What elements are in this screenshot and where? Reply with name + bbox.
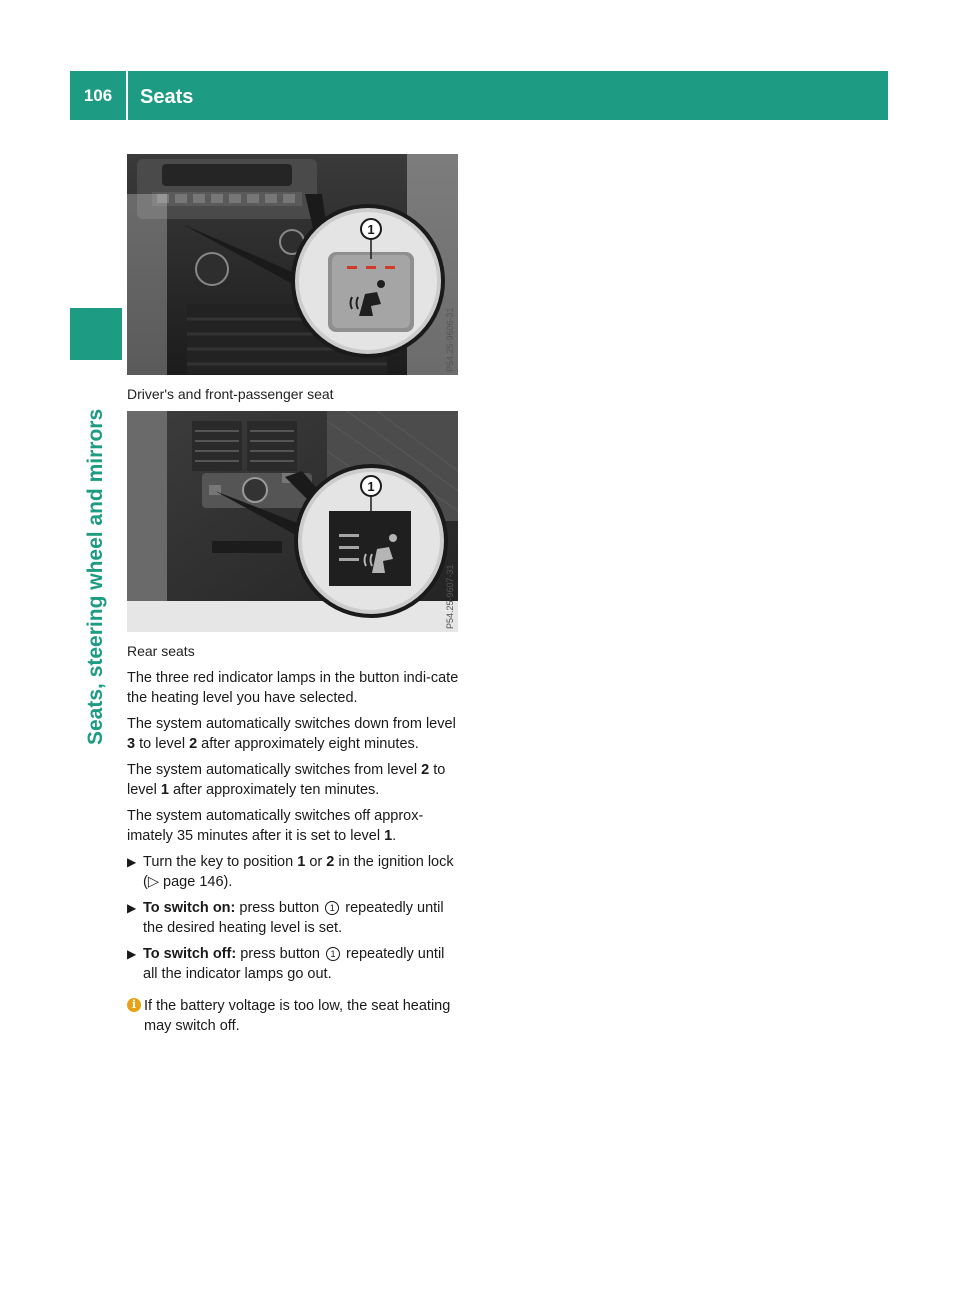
paragraph: The system automatically switches from level 2 to level 1 after approximately ten minutes. xyxy=(127,762,446,798)
header-divider xyxy=(126,71,128,120)
body-text xyxy=(127,668,462,1036)
instruction-step: ▶ To switch off: press button 1 repeatedly until all the indicator lamps go out. xyxy=(127,946,445,982)
callout-1: 1 xyxy=(367,222,375,237)
section-tab xyxy=(70,308,122,360)
figure-caption: Rear seats xyxy=(127,643,195,659)
page-reference-link[interactable]: page 146). xyxy=(159,874,233,890)
callout-1-icon: 1 xyxy=(326,947,340,961)
page-title: Seats xyxy=(140,86,194,108)
page-ref-icon: ▷ xyxy=(147,874,159,890)
callout-1: 1 xyxy=(367,479,375,494)
figure-code: P54.25-9607-31 xyxy=(445,564,455,629)
instruction-step: ▶ To switch on: press button 1 repeatedly until the desired heating level is set. xyxy=(127,900,444,936)
info-note: i If the battery voltage is too low, the seat heating may switch off. xyxy=(127,996,462,1036)
figure-code: P54.25-9606-31 xyxy=(445,307,455,372)
step-arrow-icon: ▶ xyxy=(127,947,137,961)
page-number: 106 xyxy=(83,85,113,105)
instruction-step: ▶ Turn the key to position 1 or 2 in the ignition lock (▷ page 146). xyxy=(127,854,454,890)
figure-caption: Driver's and front-passenger seat xyxy=(127,386,334,402)
step-arrow-icon: ▶ xyxy=(127,901,137,915)
front-seat-heating-photo xyxy=(127,154,458,375)
callout-1-icon: 1 xyxy=(325,901,339,915)
paragraph: The system automatically switches down from level 3 to level 2 after approximately eight minutes. xyxy=(127,716,456,752)
paragraph: The three red indicator lamps in the button indi-cate the heating level you have selected. xyxy=(127,670,459,706)
section-label: Seats, steering wheel and mirrors xyxy=(84,408,107,745)
rear-seat-heating-photo xyxy=(127,411,458,632)
step-arrow-icon: ▶ xyxy=(127,855,137,869)
paragraph: The system automatically switches off approx-imately 35 minutes after it is set to level 1. xyxy=(127,808,424,844)
info-icon: i xyxy=(127,998,141,1012)
